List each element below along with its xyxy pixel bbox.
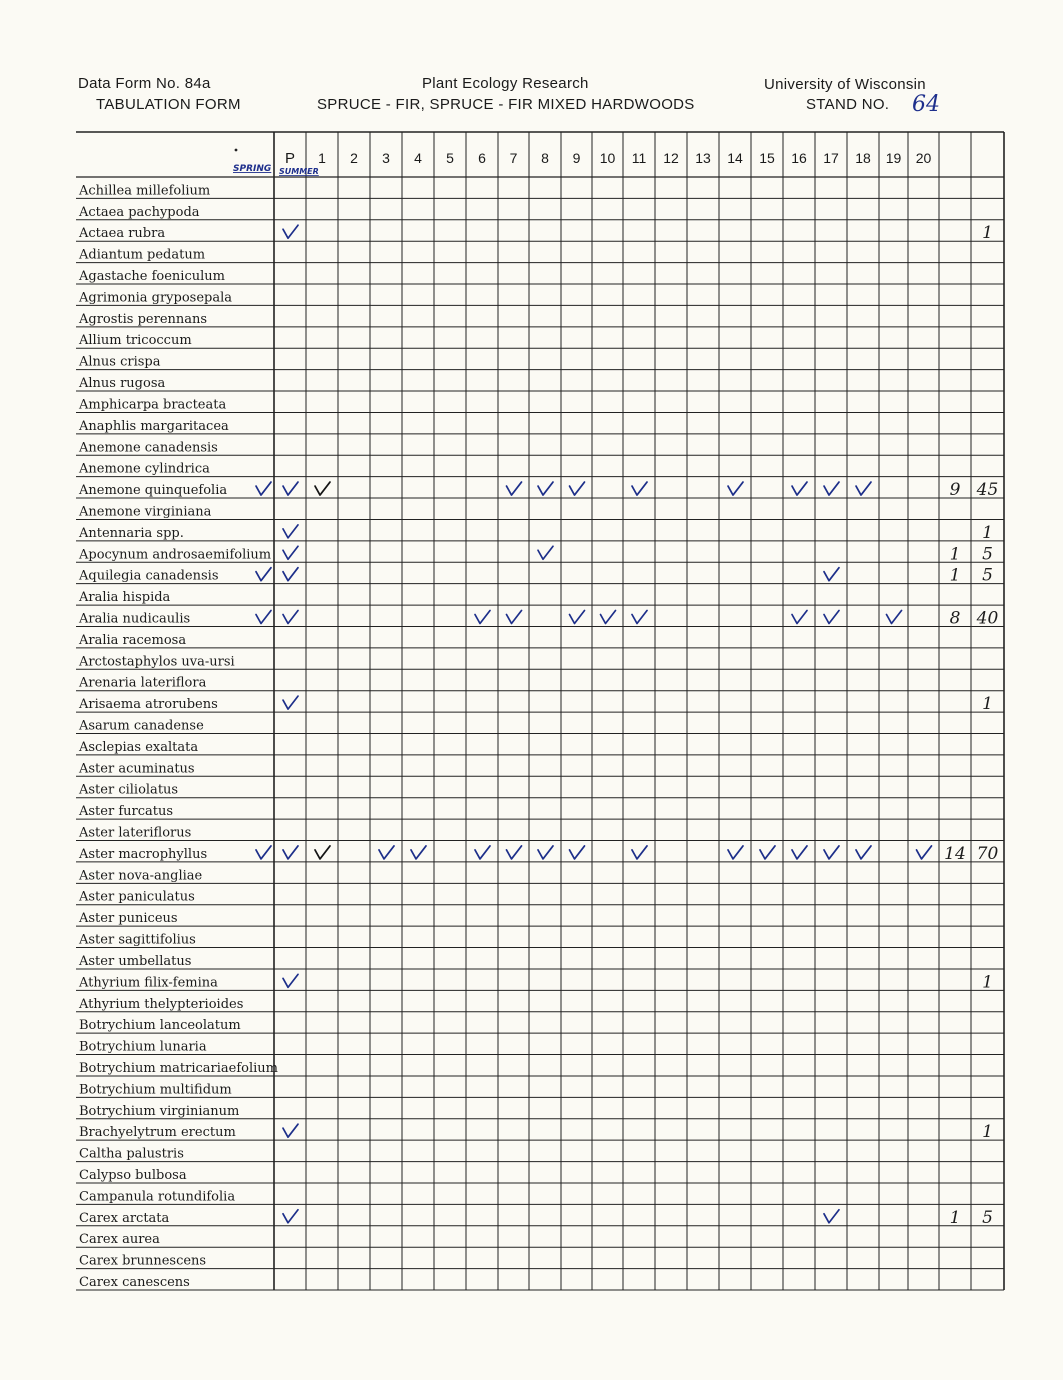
species-name: Antennaria spp. [79,525,184,541]
spring-check-icon [256,568,271,581]
species-name: Aster nova-angliae [79,868,203,884]
species-name: Anemone cylindrica [79,461,210,477]
species-name: Anemone quinquefolia [79,483,228,499]
quadrat-header-19: 19 [885,150,902,166]
quadrat-check-icon [570,482,585,495]
p-check-icon [283,225,298,238]
species-name: Aralia nudicaulis [79,611,191,627]
form-type: TABULATION FORM [96,96,241,113]
quadrat-check-icon [315,846,330,859]
quadrat-header-10: 10 [599,150,616,166]
percent-value: 5 [982,1207,993,1228]
quadrat-check-icon [411,846,426,859]
species-name: Athyrium filix-femina [79,975,218,991]
spring-check-icon [256,846,271,859]
frequency-value: 14 [944,843,966,864]
percent-value: 1 [982,972,993,993]
species-name: Arenaria lateriflora [79,675,207,691]
quadrat-header-7: 7 [509,150,518,166]
quadrat-check-icon [632,482,647,495]
quadrat-header-13: 13 [695,150,711,166]
quadrat-check-icon [507,482,522,495]
species-name: Botrychium lanceolatum [79,1018,241,1034]
species-name: Aster ciliolatus [79,782,179,798]
stand-label: STAND NO. [806,96,890,113]
p-check-icon [283,846,298,859]
quadrat-check-icon [728,482,743,495]
p-check-icon [283,610,298,623]
quadrat-check-icon [728,846,743,859]
quadrat-check-icon [601,610,616,623]
quadrat-header-12: 12 [663,150,679,166]
spring-check-icon [256,482,271,495]
quadrat-check-icon [917,846,932,859]
percent-value: 40 [976,608,999,629]
species-name: Aster furcatus [79,804,174,820]
quadrat-check-icon [632,610,647,623]
frequency-value: 1 [949,565,961,586]
species-name: Campanula rotundifolia [79,1189,236,1205]
form-number: Data Form No. 84a [78,75,211,92]
frequency-value: 1 [949,544,961,565]
species-name: Arctostaphylos uva-ursi [79,654,235,670]
quadrat-check-icon [570,846,585,859]
species-name: Arisaema atrorubens [79,697,218,713]
frequency-value: 8 [949,608,961,629]
quadrat-check-icon [824,1210,839,1223]
species-name: Anemone virginiana [79,504,212,520]
quadrat-header-3: 3 [382,150,390,166]
p-check-icon [283,696,298,709]
percent-value: 1 [982,694,993,715]
organization: Plant Ecology Research [422,75,589,92]
species-name: Carex aurea [79,1232,160,1248]
p-check-icon [283,482,298,495]
quadrat-header-16: 16 [791,150,807,166]
species-name: Aster paniculatus [79,889,195,905]
species-name: Botrychium matricariaefolium [79,1060,278,1076]
quadrat-check-icon [538,546,553,559]
percent-value: 5 [982,565,993,586]
quadrat-header-17: 17 [823,150,839,166]
quadrat-header-4: 4 [414,150,422,166]
frequency-value: 9 [949,480,961,501]
species-name: Carex arctata [79,1210,170,1226]
quadrat-header-11: 11 [631,150,647,166]
quadrat-check-icon [792,846,807,859]
quadrat-check-icon [824,568,839,581]
species-name: Aquilegia canadensis [79,568,219,584]
stand-number: 64 [912,92,940,117]
p-check-icon [283,1124,298,1137]
quadrat-header-14: 14 [727,150,743,166]
species-name: Anemone canadensis [79,440,218,456]
percent-value: 5 [982,544,993,565]
quadrat-check-icon [824,610,839,623]
quadrat-check-icon [507,610,522,623]
species-name: Aster macrophyllus [79,846,208,862]
quadrat-check-icon [824,846,839,859]
species-name: Aralia hispida [79,590,171,606]
species-name: Botrychium multifidum [79,1082,232,1098]
quadrat-check-icon [379,846,394,859]
species-name: Carex brunnescens [79,1253,207,1269]
quadrat-check-icon [856,482,871,495]
species-name: Athyrium thelypterioides [79,996,244,1012]
species-name: Aralia racemosa [79,632,187,648]
species-name: Asarum canadense [79,718,204,734]
university: University of Wisconsin [764,76,926,93]
quadrat-check-icon [856,846,871,859]
p-column-label: P [284,150,296,167]
species-name: Aster umbellatus [79,953,192,969]
quadrat-header-15: 15 [759,150,775,166]
species-name: Alnus rugosa [79,376,166,392]
percent-value: 1 [982,1122,993,1143]
quadrat-check-icon [887,610,902,623]
quadrat-check-icon [632,846,647,859]
species-name: Adiantum pedatum [79,247,206,263]
quadrat-check-icon [475,846,490,859]
quadrat-check-icon [570,610,585,623]
species-name: Allium tricoccum [79,333,192,349]
percent-value: 1 [982,522,993,543]
species-name: Apocynum androsaemifolium [79,547,272,563]
quadrat-header-20: 20 [915,150,932,166]
percent-value: 70 [976,843,999,864]
species-name: Anaphlis margaritacea [79,418,229,434]
percent-value: 45 [976,480,999,501]
species-name: Brachyelytrum erectum [79,1125,236,1141]
species-name: Agrostis perennans [79,311,208,327]
species-name: Aster acuminatus [79,761,195,777]
quadrat-check-icon [538,846,553,859]
species-name: Aster lateriflorus [79,825,192,841]
quadrat-header-9: 9 [572,150,581,166]
p-check-icon [283,974,298,987]
quadrat-check-icon [315,482,330,495]
quadrat-check-icon [760,846,775,859]
frequency-value: 1 [949,1207,961,1228]
species-name: Agastache foeniculum [79,269,225,285]
quadrat-header-1: 1 [318,150,326,166]
species-name: Aster puniceus [79,911,178,927]
quadrat-check-icon [507,846,522,859]
species-name: Alnus crispa [79,354,161,370]
stand-type: SPRUCE - FIR, SPRUCE - FIR MIXED HARDWOODS [317,96,695,113]
species-name: Achillea millefolium [79,183,211,199]
quadrat-check-icon [475,610,490,623]
quadrat-check-icon [824,482,839,495]
quadrat-header-8: 8 [541,150,549,166]
species-name: Agrimonia gryposepala [79,290,233,306]
spring-check-icon [256,610,271,623]
p-check-icon [283,1210,298,1223]
species-name: Aster sagittifolius [79,932,196,948]
quadrat-check-icon [792,610,807,623]
quadrat-check-icon [792,482,807,495]
quadrat-header-18: 18 [855,150,871,166]
p-check-icon [283,568,298,581]
quadrat-header-5: 5 [446,150,454,166]
species-name: Calypso bulbosa [79,1167,187,1183]
season-summer-label: SUMMER [279,167,319,176]
header-dot [235,149,238,152]
quadrat-header-6: 6 [478,150,486,166]
percent-value: 1 [982,223,993,244]
species-name: Actaea pachypoda [79,204,200,220]
season-spring-label: SPRING [233,164,272,174]
species-name: Amphicarpa bracteata [79,397,227,413]
p-check-icon [283,546,298,559]
species-name: Botrychium virginianum [79,1103,240,1119]
species-name: Caltha palustris [79,1146,184,1162]
quadrat-header-2: 2 [350,150,358,166]
species-name: Botrychium lunaria [79,1039,207,1055]
species-name: Carex canescens [79,1275,190,1290]
species-name: Asclepias exaltata [79,739,199,755]
p-check-icon [283,525,298,538]
species-name: Actaea rubra [79,226,166,242]
quadrat-check-icon [538,482,553,495]
